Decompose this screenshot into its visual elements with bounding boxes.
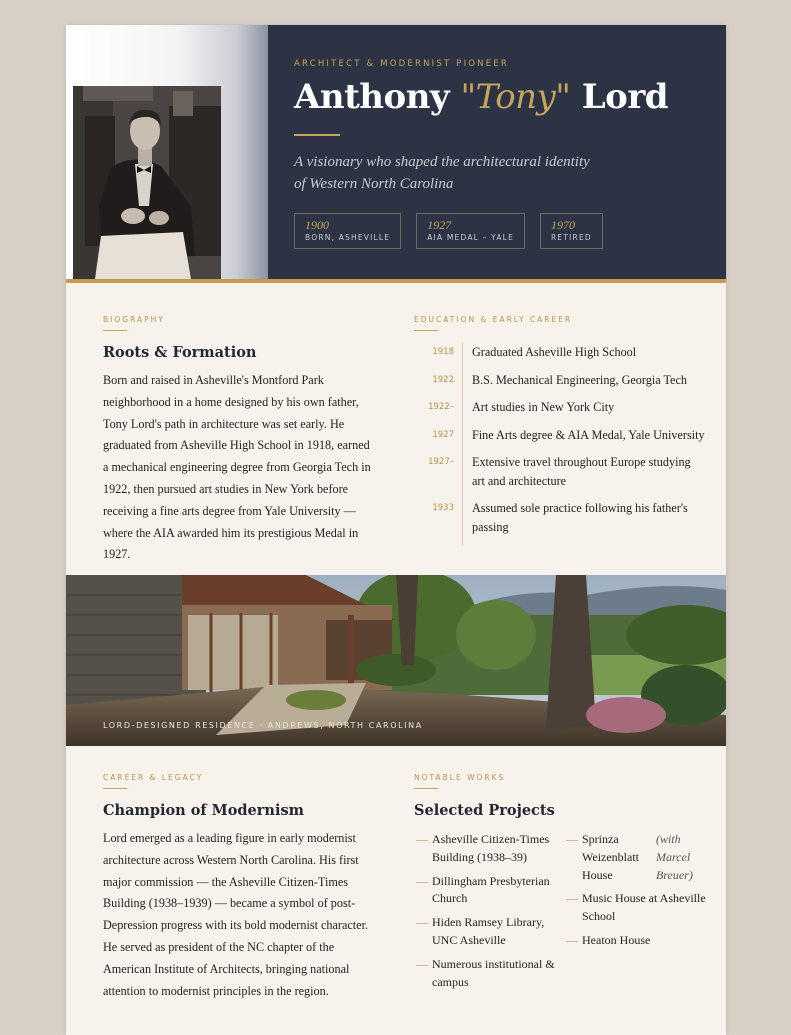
education-label: EDUCATION & EARLY CAREER [414, 315, 573, 324]
timeline-text: B.S. Mechanical Engineering, Georgia Tech [472, 372, 687, 387]
timeline-year: 1922– [428, 402, 454, 412]
work-name: Sprinza Weizenblatt House [582, 832, 640, 882]
works-column-1 [416, 831, 556, 997]
work-item [416, 914, 556, 950]
stat-label: BORN, ASHEVILLE [305, 233, 391, 242]
education-timeline [416, 343, 706, 545]
timeline-line [462, 499, 463, 545]
work-item [566, 890, 706, 926]
work-name: Hiden Ramsey Library, UNC Asheville [432, 915, 545, 947]
timeline-year: 1927– [428, 457, 454, 467]
timeline-item [416, 453, 706, 499]
timeline-text: Extensive travel throughout Europe studying art and architecture [472, 455, 691, 488]
dash-icon: — [416, 873, 428, 888]
stat-label: RETIRED [551, 233, 592, 242]
works-list [416, 831, 706, 997]
dash-icon: — [416, 915, 428, 930]
stat-retired [540, 213, 603, 249]
timeline-item [416, 426, 706, 454]
stat-label: AIA MEDAL – YALE [427, 233, 515, 242]
dash-icon: — [416, 956, 428, 971]
works-label: NOTABLE WORKS [414, 773, 506, 782]
person-name [294, 77, 668, 117]
profile-sheet [66, 25, 726, 1035]
residence-photo [66, 575, 726, 746]
dash-icon: — [566, 891, 578, 906]
name-nickname: "Tony" [460, 77, 571, 117]
biography-heading: Roots & Formation [103, 344, 257, 361]
timeline-text: Fine Arts degree & AIA Medal, Yale University [472, 427, 705, 442]
work-item [566, 831, 706, 884]
work-item [566, 932, 706, 950]
timeline-year: 1927 [432, 429, 454, 440]
work-name: Asheville Citizen-Times Building (1938–39) [432, 832, 550, 864]
timeline-year: 1922 [432, 374, 454, 385]
biography-label: BIOGRAPHY [103, 315, 165, 324]
biography-label-rule [103, 330, 127, 331]
hero-kicker: ARCHITECT & MODERNIST PIONEER [294, 59, 509, 69]
stat-born [294, 213, 401, 249]
works-heading: Selected Projects [414, 802, 555, 819]
hero-banner [66, 25, 726, 279]
work-item [416, 873, 556, 909]
timeline-line [462, 426, 463, 454]
works-column-2 [566, 831, 706, 997]
dash-icon: — [416, 832, 428, 846]
timeline-text: Graduated Asheville High School [472, 345, 637, 359]
work-name: Music House at Asheville School [582, 891, 706, 924]
name-first: Anthony [294, 77, 450, 117]
timeline-item [416, 398, 706, 426]
career-label: CAREER & LEGACY [103, 773, 204, 782]
timeline-text: Assumed sole practice following his father's passing [472, 501, 688, 534]
timeline-line [462, 398, 463, 426]
stat-medal [416, 213, 525, 249]
work-item [416, 831, 556, 867]
dash-icon: — [566, 932, 578, 947]
title-divider [294, 134, 340, 136]
timeline-line [462, 343, 463, 371]
hero-tagline: A visionary who shaped the architectural identity of Western North Carolina [294, 154, 590, 192]
work-name: Dillingham Presbyterian Church [432, 873, 550, 906]
career-text: Lord emerged as a leading figure in early modernist architecture across Western North Carolina. His first major commission — the Asheville Citizen-Times Building (1938–1939) — became a symbol of post-Depression progress with its bold modernist character. He served as president of the NC chapter of the American Institute of Architects, bringing national attention to modernist principles in the region. [103, 831, 369, 998]
name-last: Lord [581, 77, 669, 117]
hero-bottom-border [66, 279, 726, 283]
works-label-rule [414, 788, 438, 789]
timeline-year: 1933 [432, 503, 454, 513]
work-note: (with Marcel Breuer) [655, 832, 693, 882]
stat-year: 1900 [305, 218, 329, 232]
residence-caption: LORD-DESIGNED RESIDENCE · ANDREWS, NORTH CAROLINA [103, 721, 423, 730]
timeline-item [416, 371, 706, 399]
timeline-line [462, 371, 463, 399]
stat-year: 1927 [427, 218, 452, 232]
timeline-line [462, 453, 463, 499]
career-heading: Champion of Modernism [103, 802, 304, 819]
key-dates [294, 213, 603, 249]
timeline-item [416, 499, 706, 545]
work-name: Numerous institutional & campus [432, 956, 555, 989]
dash-icon: — [566, 832, 578, 846]
stat-year: 1970 [551, 218, 576, 232]
career-label-rule [103, 788, 127, 789]
work-item [416, 956, 556, 992]
timeline-text: Art studies in New York City [472, 400, 615, 414]
portrait-panel [66, 25, 268, 279]
portrait-photo [73, 86, 221, 279]
work-name: Heaton House [582, 932, 651, 947]
biography-text: Born and raised in Asheville's Montford Park neighborhood in a home designed by his own father, Tony Lord's path in architecture was set early. He graduated from Asheville High School in 1918, earned a mechanical engineering degree from Georgia Tech in 1922, then pursued art studies in New York before receiving a fine arts degree from Yale University — where the AIA awarded him its prestigious Medal in 1927. [103, 373, 371, 562]
education-label-rule [414, 330, 438, 331]
timeline-item [416, 343, 706, 371]
timeline-year: 1918 [432, 347, 454, 357]
